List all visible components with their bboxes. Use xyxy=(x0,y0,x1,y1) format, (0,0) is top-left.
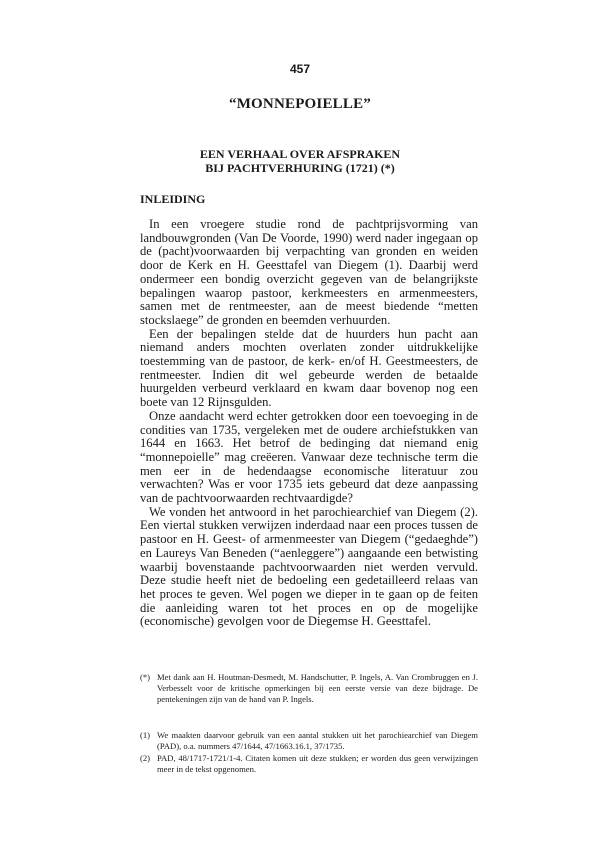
subtitle-line-2: BIJ PACHTVERHURING (1721) (*) xyxy=(205,161,395,175)
paragraph-2: Een der bepalingen stelde dat de huurders hun pacht aan niemand anders mochten overlaten zonder uitdrukkelijke toestemming van de pastoor, de kerk- en/of H. Geestmeesters, de rentmeester. Indien dit wel gebeurde werden de betaalde huurgelden verbeurd verklaard en kwam daar bovenop nog een boete van 12 Rijnsgulden. xyxy=(140,326,478,410)
acknowledgement-footnote xyxy=(140,672,478,706)
numbered-footnotes xyxy=(140,730,478,776)
subtitle-line-1: EEN VERHAAL OVER AFSPRAKEN xyxy=(199,147,401,161)
section-heading: INLEIDING xyxy=(140,192,206,206)
footnote-text: We maakten daarvoor gebruik van een aantal stukken uit het parochiearchief van Diegem (PAD), o.a. nummers 47/1644, 47/1663.16.1, 37/1735. xyxy=(157,730,478,751)
footnote-mark: (*) xyxy=(140,672,151,682)
footnote-text: Met dank aan H. Houtman-Desmedt, M. Handschutter, P. Ingels, A. Van Crombruggen en J. Verbesselt voor de kritische opmerkingen bij een eerste versie van deze bijdrage. De pentekeningen zijn van de hand van P. Ingels. xyxy=(157,672,478,704)
footnote-item xyxy=(140,672,478,705)
paragraph-3: Onze aandacht werd echter getrokken door een toevoeging in de condities van 1735, vergeleken met de oudere archiefstukken van 1644 en 1663. Het betrof de bedinging dat niemand enig “monnepoielle” mag creëeren. Vanwaar deze technische term die men eer in de hedendaagse economische literatuur zou verwachten? Was er voor 1735 iets gebeurd dat deze aanpassing van de pachtvoorwaarden rechtvaardigde? xyxy=(140,408,478,506)
footnote-mark: (2) xyxy=(140,753,151,763)
body-text xyxy=(140,218,478,629)
article-subtitle xyxy=(0,147,600,175)
footnote-mark: (1) xyxy=(140,730,151,740)
article-title: “MONNEPOIELLE” xyxy=(229,96,371,112)
footnote-text: PAD, 48/1717-1721/1-4. Citaten komen uit deze stukken; er worden dus geen verwijzingen meer in de tekst opgenomen. xyxy=(157,753,478,774)
footnote-item xyxy=(140,753,478,775)
paragraph-4: We vonden het antwoord in het parochiearchief van Diegem (2). Een viertal stukken verwijzen inderdaad naar een proces tussen de pastoor en H. Geest- of armenmeester van Diegem (“gedaeghde”) en Laureys Van Beneden (“aenleggere”) aangaande een betwisting waarbij bovenstaande pachtvoorwaarden niet werden vervuld. Deze studie heeft niet de bedoeling een gedetailleerd relaas van het proces te geven. Wel pogen we dieper in te gaan op de feiten die aanleiding waren tot het proces en op de mogelijke (economische) gevolgen voor de Diegemse H. Geesttafel. xyxy=(140,504,478,629)
paragraph-1: In een vroegere studie rond de pachtprijsvorming van landbouwgronden (Van De Voorde, 1990) werd nader ingegaan op de (pacht)voorwaarden bij verpachting van gronden en weiden door de Kerk en H. Geesttafel van Diegem (1). Daarbij werd ondermeer een bondig overzicht gegeven van de belangrijkste bepalingen waarop pastoor, kerkmeesters en armenmeesters, samen met de rentmeester, aan de meest biedende “metten stockslaege” de gronden en beemden verhuurden. xyxy=(140,217,478,327)
footnote-item xyxy=(140,730,478,752)
page-number: 457 xyxy=(289,62,311,76)
